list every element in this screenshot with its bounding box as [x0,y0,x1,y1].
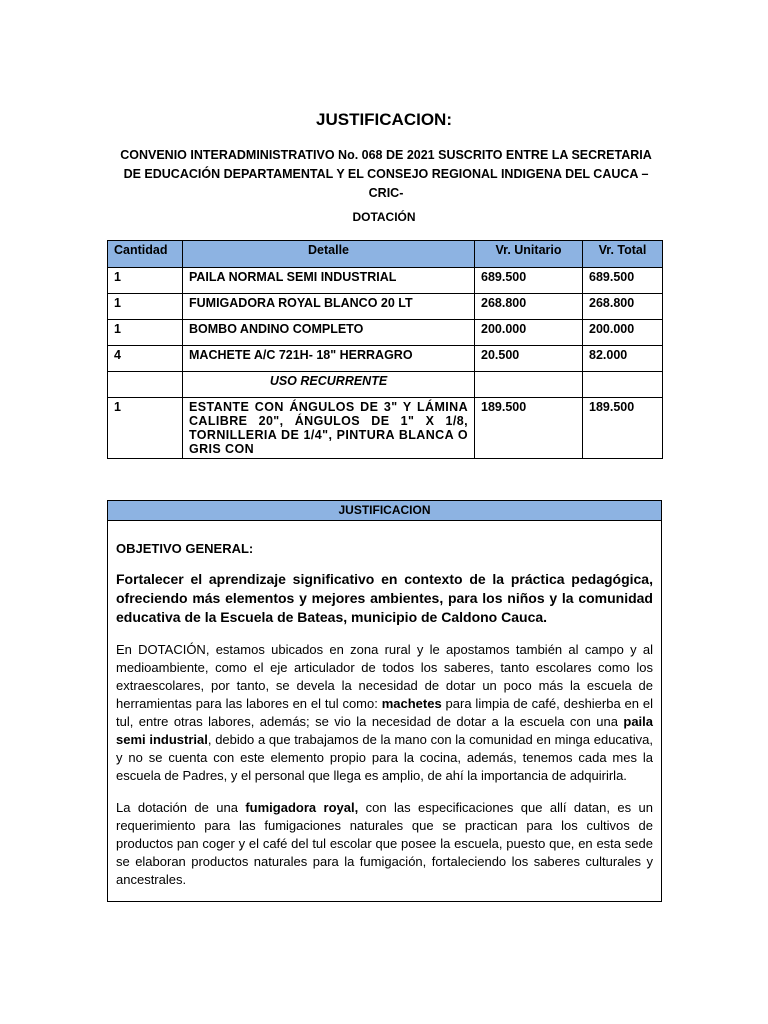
table-row [108,294,663,320]
justification-box [107,500,662,902]
unit-price-cell: 200.000 [475,320,583,346]
empty-cell [475,372,583,398]
objective-title: OBJETIVO GENERAL: [116,541,254,556]
page-title: JUSTIFICACION: [316,110,452,129]
detail-cell: BOMBO ANDINO COMPLETO [183,320,475,346]
qty-cell: 1 [108,398,183,459]
justification-body [108,541,661,889]
paragraph-text: , debido a que trabajamos de la mano con la comunidad en minga educativa, y no se cuenta con este elemento propio para la cocina, además, tenemos cada mes la escuela de Padres, y el personal que llega es amplio, de ahí la importancia de adquirirla. [116,732,653,783]
paragraph-text: para limpia de café, deshierba en el tul, entre otras labores, además; se vio la necesidad de dotar a la escuela con una [116,696,653,729]
paragraph-text: La dotación de una [116,800,246,815]
unit-price-cell: 689.500 [475,268,583,294]
table-row [108,320,663,346]
detail-cell: MACHETE A/C 721H- 18" HERRAGRO [183,346,475,372]
detail-cell: FUMIGADORA ROYAL BLANCO 20 LT [183,294,475,320]
bold-term-machetes: machetes [381,696,442,711]
qty-cell: 1 [108,320,183,346]
objective-text: Fortalecer el aprendizaje significativo en contexto de la práctica pedagógica, ofreciendo más elementos y mejores ambientes, para los niños y la comunidad educativa de la Escuela de Bateas, municipio de Caldono Cauca. [116,571,653,625]
empty-cell [583,372,663,398]
total-cell: 189.500 [583,398,663,459]
qty-cell: 1 [108,294,183,320]
justification-header: JUSTIFICACION [108,501,661,521]
paragraph-text: con las especificaciones que allí datan, es un requerimiento para las fumigaciones naturales que se practican para los cultivos de productos pan coger y el café del tul escolar que posee la escuela, puesto que, en esta sede se elaboran productos naturales para la fumigación, fortaleciendo los saberes culturales y ancestrales. [116,800,653,887]
column-header-cantidad: Cantidad [108,241,183,268]
paragraph-fumigadora [116,799,653,889]
qty-cell: 1 [108,268,183,294]
paragraph-dotacion [116,641,653,785]
column-header-detalle: Detalle [183,241,475,268]
total-cell: 82.000 [583,346,663,372]
section-heading: DOTACIÓN [352,210,416,224]
table-row [108,346,663,372]
table-row [108,268,663,294]
total-cell: 268.800 [583,294,663,320]
table-row [108,398,663,459]
unit-price-cell: 268.800 [475,294,583,320]
detail-cell: ESTANTE CON ÁNGULOS DE 3" Y LÁMINA CALIBRE 20", ÁNGULOS DE 1" X 1/8, TORNILLERIA DE 1/4", PINTURA BLANCA O GRIS CON [183,398,475,459]
empty-cell [108,372,183,398]
detail-cell: PAILA NORMAL SEMI INDUSTRIAL [183,268,475,294]
items-table [107,240,663,459]
column-header-vr-unitario: Vr. Unitario [475,241,583,268]
total-cell: 689.500 [583,268,663,294]
total-cell: 200.000 [583,320,663,346]
bold-term-paila: paila semi industrial [116,714,653,747]
uso-recurrente-row [108,372,663,398]
agreement-subtitle: CONVENIO INTERADMINISTRATIVO No. 068 DE 2021 SUSCRITO ENTRE LA SECRETARIA DE EDUCACIÓN DEPARTAMENTAL Y EL CONSEJO REGIONAL INDIGENA DEL CAUCA – CRIC- [120,148,652,200]
bold-term-fumigadora: fumigadora royal, [245,800,359,815]
table-header-row [108,241,663,268]
unit-price-cell: 20.500 [475,346,583,372]
unit-price-cell: 189.500 [475,398,583,459]
qty-cell: 4 [108,346,183,372]
paragraph-text: En DOTACIÓN, estamos ubicados en zona rural y le apostamos también al campo y al medioambiente, como el eje articulador de todos los saberes, tanto escolares como los extraescolares, por tanto, se devela la necesidad de dotar un poco más la escuela de herramientas para las labores en el tul como: [116,642,653,711]
uso-recurrente-label: USO RECURRENTE [183,372,475,398]
column-header-vr-total: Vr. Total [583,241,663,268]
